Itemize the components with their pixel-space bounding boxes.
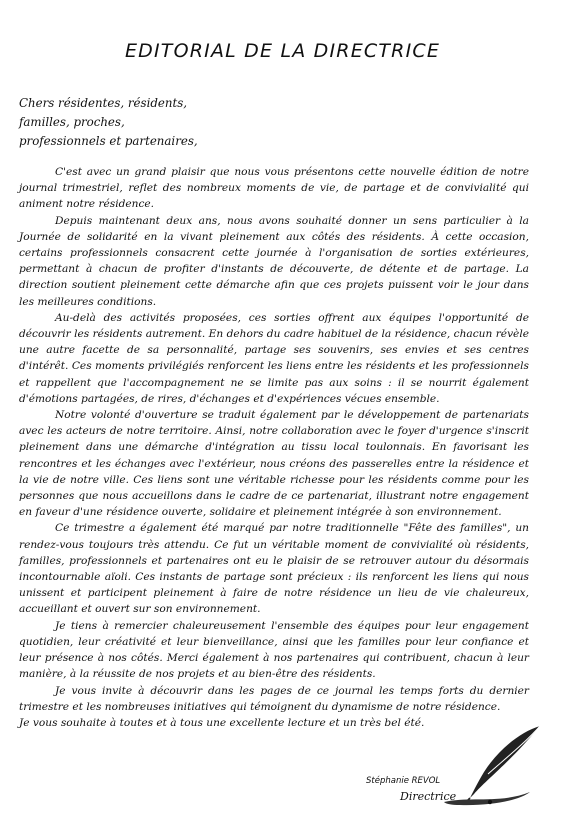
signature-name: Stéphanie REVOL (366, 776, 441, 786)
paragraph: Je tiens à remercier chaleureusement l'ensemble des équipes pour leur engagement quotidien, leur créativité et leur bienveillance, ainsi que les familles pour leur confiance et leur présence à nos côtés. Merci également à nos partenaires qui contribuent, chacun à leur manière, à la réussite de nos projets et au bien-être des résidents. (19, 619, 529, 681)
paragraph: Notre volonté d'ouverture se traduit également par le développement de partenariats avec les acteurs de notre territoire. Ainsi, notre collaboration avec le foyer d'urgence s'inscrit pleinement dans une démarche d'intégration au tissu local toulonnais. En favorisant les rencontres et les échanges avec l'extérieur, nous créons des passerelles entre la résidence et la vie de notre ville. Ces liens sont une véritable richesse pour les résidents comme pour les personnes que nous accueillons dans le cadre de ce partenariat, illustrant notre engagement en faveur d'une résidence ouverte, solidaire et pleinement intégrée à son environnement. (19, 409, 529, 519)
salutation-line: Chers résidentes, résidents, (19, 96, 188, 110)
signature-role: Directrice (400, 790, 457, 803)
paragraph: Je vous invite à découvrir dans les pages de ce journal les temps forts du dernier trimestre et les nombreuses initiatives qui témoignent du dynamisme de notre résidence. (19, 684, 529, 713)
paragraph-closing: Je vous souhaite à toutes et à tous une excellente lecture et un très bel été. (19, 716, 425, 729)
editorial-title: EDITORIAL DE LA DIRECTRICE (124, 40, 441, 62)
paragraph: Depuis maintenant deux ans, nous avons souhaité donner un sens particulier à la Journée de solidarité en la vivant pleinement aux côtés des résidents. À cette occasion, certains professionnels consacrent cette journée à l'organisation de sorties extérieures, permettant à chacun de profiter d'instants de découverte, de détente et de partage. La direction soutient pleinement cette démarche afin que ces projets puissent voir le jour dans les meilleures conditions. (19, 214, 529, 308)
salutation-line: professionnels et partenaires, (19, 134, 198, 148)
salutation-line: familles, proches, (19, 115, 125, 129)
editorial-body (19, 164, 529, 731)
paragraph: Au-delà des activités proposées, ces sorties offrent aux équipes l'opportunité de découvrir les résidents autrement. En dehors du cadre habituel de la résidence, chacun révèle une autre facette de sa personnalité, partage ses souvenirs, ses envies et ses centres d'intérêt. Ces moments privilégiés renforcent les liens entre les résidents et les professionnels et rappellent que l'accompagnement ne se limite pas aux soins : il se nourrit également d'émotions partagées, de rires, d'échanges et d'expériences vécues ensemble. (19, 311, 529, 405)
paragraph: C'est avec un grand plaisir que nous vous présentons cette nouvelle édition de notre journal trimestriel, reflet des nombreux moments de vie, de partage et de convivialité qui animent notre résidence. (19, 166, 529, 211)
salutation (19, 94, 439, 151)
paragraph: Ce trimestre a également été marqué par notre traditionnelle "Fête des familles", un rendez-vous toujours très attendu. Ce fut un véritable moment de convivialité où résidents, familles, professionnels et partenaires ont eu le plaisir de se retrouver autour du désormais incontournable aïoli. Ces instants de partage sont précieux : ils renforcent les liens qui nous unissent et participent pleinement à faire de notre résidence un lieu de vie chaleureux, accueillant et ouvert sur son environnement. (19, 522, 529, 616)
